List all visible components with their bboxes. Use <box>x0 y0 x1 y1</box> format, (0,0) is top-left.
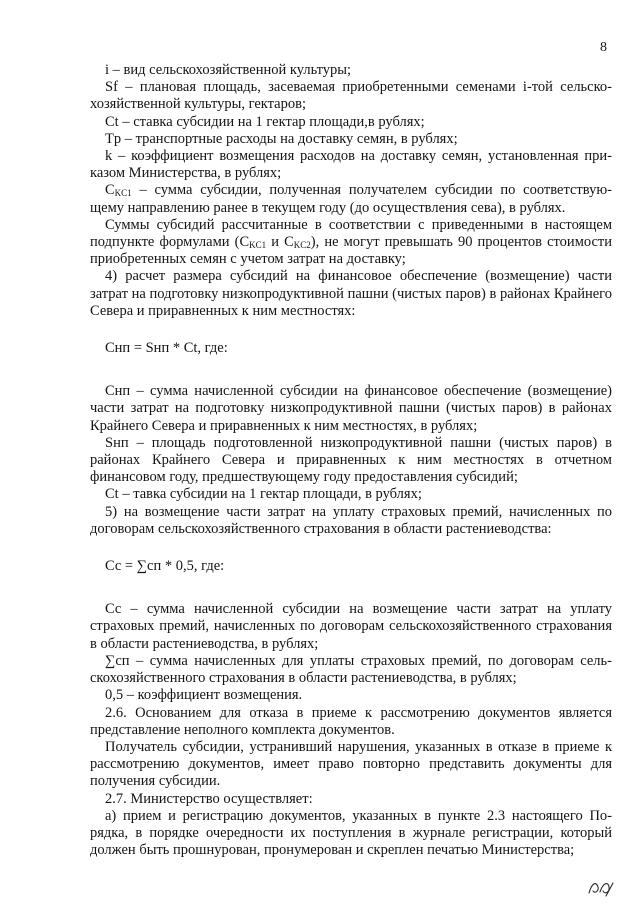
paragraph: Sf – плановая площадь, засеваемая приобретенными семенами i-той сельско-хозяйственной культуры, гектаров; <box>90 79 612 113</box>
paragraph: 2.7. Министерство осуществляет: <box>105 790 313 807</box>
paragraph: Ct – ставка субсидии на 1 гектар площади,в рублях; <box>105 113 425 130</box>
subscript: KC1 <box>249 240 267 251</box>
paragraph-text: ), не могут превышать 90 процентов стоимости приобретенных семян с учетом затрат на доставку; <box>90 234 613 268</box>
subscript: KC2 <box>293 240 311 251</box>
paragraph: ∑сп – сумма начисленных для уплаты страховых премий, по договорам сель-скохозяйственного страхования в области растениеводства, в рублях; <box>90 652 612 687</box>
paragraph-text: Суммы субсидий рассчитанные в соответствии с приведенными в настоящем подпункте формулами (С <box>90 216 612 251</box>
paragraph: k – коэффициент возмещения расходов на доставку семян, установленная при-казом Министерства, в рублях; <box>90 148 612 182</box>
paragraph: а) прием и регистрацию документов, указанных в пункте 2.3 настоящего По-рядка, в порядке очередности их поступления в журнале регистрации, который должен быть прошнурован, пронумерован и скреплен печатью Министерства; <box>90 807 612 859</box>
paragraph: 0,5 – коэффициент возмещения. <box>105 687 303 704</box>
paragraph: 2.6. Основанием для отказа в приеме к рассмотрению документов является представление неполного комплекта документов. <box>90 704 612 738</box>
symbol-c: C <box>105 182 115 199</box>
paragraph: Сс – сумма начисленной субсидии на возмещение части затрат на уплату страховых премий, начисленных по договорам сельскохозяйственного страхования в области растениеводства, в рублях; <box>90 601 612 652</box>
paragraph: Получатель субсидии, устранивший нарушения, указанных в отказе в приеме к рассмотрению документов, имеет право повторно представить документы для получения субсидии. <box>90 738 612 790</box>
formula: Сс = ∑сп * 0,5, где: <box>105 558 225 575</box>
paragraph <box>90 182 612 216</box>
paragraph: Ct – тавка субсидии на 1 гектар площади, в рублях; <box>105 486 422 503</box>
paragraph-text: – сумма субсидии, полученная получателем субсидии по соответствую-щему направлению ранее в текущем году (до осуществления сева), в рублях. <box>90 182 612 216</box>
paragraph: Sнп – площадь подготовленной низкопродуктивной пашни (чистых паров) в районах Крайнего Севера и приравненных к ним местностях в отчетном финансовом году, предшествующему году предоставления субсидий; <box>90 434 612 486</box>
document-body <box>90 62 612 859</box>
handwritten-mark <box>586 877 616 899</box>
paragraph: Снп – сумма начисленной субсидии на финансовое обеспечение (возмещение) части затрат на подготовку низкопродуктивной пашни (чистых паров) в районах Крайнего Севера и приравненных к ним местностях, в рублях; <box>90 383 612 434</box>
paragraph: i – вид сельскохозяйственной культуры; <box>105 62 352 78</box>
paragraph <box>90 217 612 269</box>
paragraph-text: и С <box>266 234 294 251</box>
paragraph: 5) на возмещение части затрат на уплату страховых премий, начисленных по договорам сельскохозяйственного страхования в области растениеводства: <box>90 503 612 537</box>
paragraph: Tp – транспортные расходы на доставку семян, в рублях; <box>105 130 458 147</box>
formula: Снп = Sнп * Ct, где: <box>105 340 228 357</box>
page-number: 8 <box>600 40 607 55</box>
paragraph: 4) расчет размера субсидий на финансовое обеспечение (возмещение) части затрат на подготовку низкопродуктивной пашни (чистых паров) в районах Крайнего Севера и приравненных к ним местностях: <box>90 268 612 319</box>
subscript: KC1 <box>114 188 132 199</box>
